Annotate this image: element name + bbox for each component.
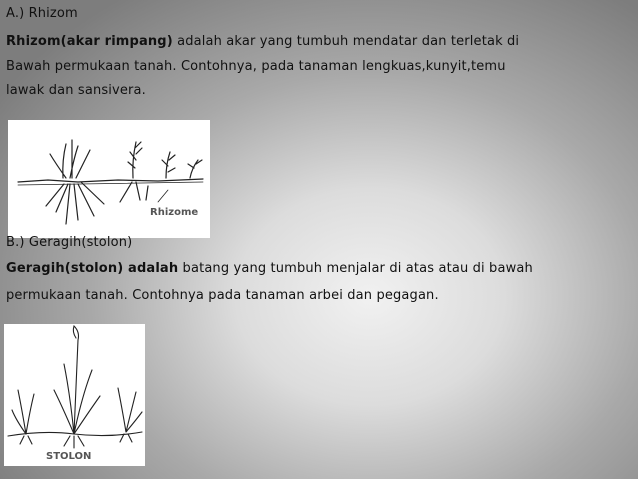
rhizome-drawing [8,120,210,238]
rhizome-caption: Rhizome [150,207,199,218]
section-b-line-1 [6,260,533,278]
rhizom-definition: adalah akar yang tumbuh mendatar dan terletak di [172,34,520,49]
term-geragih: Geragih(stolon) adalah [6,261,179,276]
section-b-line-2: permukaan tanah. Contohnya pada tanaman arbei dan pegagan. [6,288,439,303]
rhizome-illustration [8,120,210,238]
section-a-line-1 [6,33,519,51]
stolon-drawing [4,324,145,466]
geragih-definition: batang yang tumbuh menjalar di atas atau di bawah [178,261,533,276]
section-a-line-3: lawak dan sansivera. [6,83,146,98]
section-b-heading: B.) Geragih(stolon) [6,235,133,250]
section-a-heading: A.) Rhizom [6,6,78,21]
stolon-caption: STOLON [46,451,92,462]
section-a-line-2: Bawah permukaan tanah. Contohnya, pada tanaman lengkuas,kunyit,temu [6,59,506,74]
stolon-illustration [4,324,145,466]
term-rhizom: Rhizom(akar rimpang) [6,34,173,49]
